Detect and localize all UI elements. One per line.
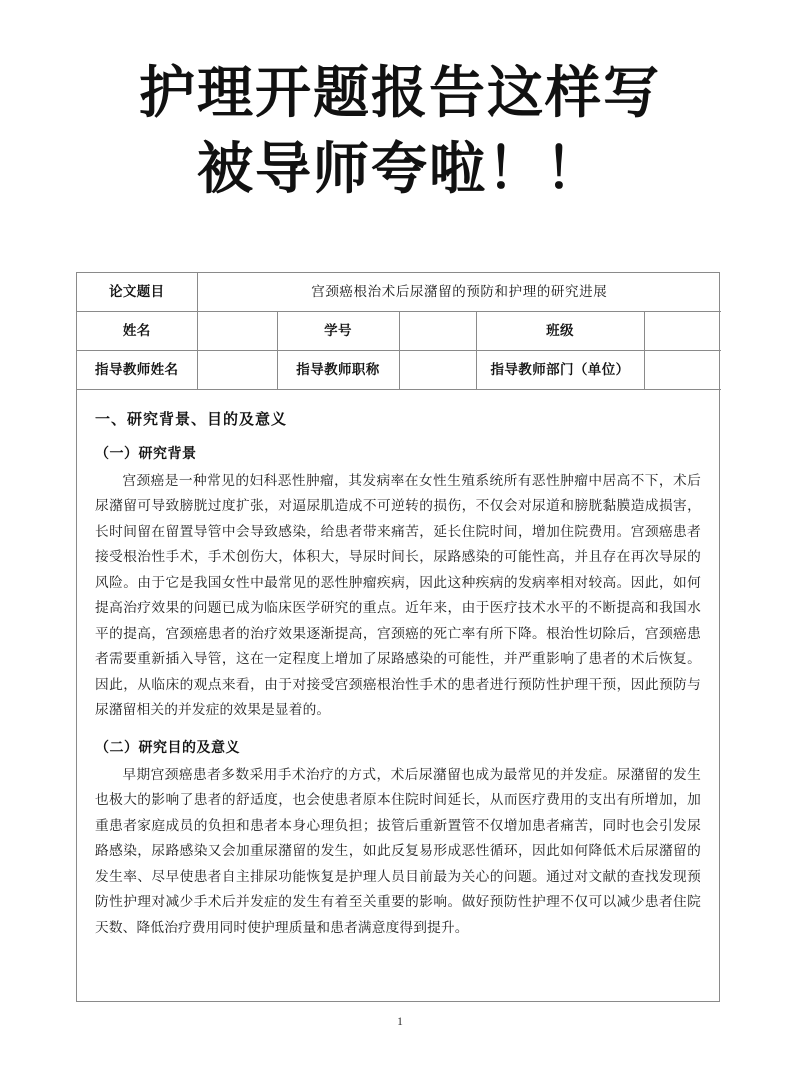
cell-label-thesis-title: 论文题目: [77, 273, 197, 312]
table-row-advisor: [77, 351, 721, 390]
cell-label-name: 姓名: [77, 312, 197, 351]
headline-banner: [0, 0, 800, 208]
cell-value-class[interactable]: [644, 312, 721, 351]
cell-label-class: 班级: [476, 312, 644, 351]
cell-value-advisor-title[interactable]: [399, 351, 476, 390]
table-row-title: [77, 273, 721, 312]
document-frame: [76, 272, 720, 1002]
cell-value-advisor-name[interactable]: [197, 351, 277, 390]
subsection-heading-research-purpose: （二）研究目的及意义: [95, 740, 240, 756]
section-heading-1: 一、研究背景、目的及意义: [95, 412, 288, 428]
cell-label-advisor-title: 指导教师职称: [277, 351, 399, 390]
cell-value-student-id[interactable]: [399, 312, 476, 351]
headline-line-2: 被导师夸啦！！: [197, 138, 603, 201]
thesis-info-table: [77, 273, 721, 390]
table-row-student: [77, 312, 721, 351]
cell-value-advisor-department[interactable]: [644, 351, 721, 390]
subsection-heading-research-background: （一）研究背景: [95, 447, 197, 462]
paragraph-research-background: 宫颈癌是一种常见的妇科恶性肿瘤，其发病率在女性生殖系统所有恶性肿瘤中居高不下，术后尿潴留可导致膀胱过度扩张，对逼尿肌造成不可逆转的损伤，不仅会对尿道和膀胱黏膜造成损害，长时间留在留置导管中会导致感染，给患者带来痛苦，延长住院时间，增加住院费用。宫颈癌患者接受根治性手术，手术创伤大，体积大，导尿时间长，尿路感染的可能性高，并且存在再次导尿的风险。由于它是我国女性中最常见的恶性肿瘤疾病，因此这种疾病的发病率相对较高。因此，如何提高治疗效果的问题已成为临床医学研究的重点。近年来，由于医疗技术水平的不断提高和我国水平的提高，宫颈癌患者的治疗效果逐渐提高，宫颈癌的死亡率有所下降。根治性切除后，宫颈癌患者需要重新插入导管，这在一定程度上增加了尿路感染的可能性，并严重影响了患者的术后恢复。因此，从临床的观点来看，由于对接受宫颈癌根治性手术的患者进行预防性护理干预，因此预防与尿潴留相关的并发症的效果是显着的。: [95, 473, 701, 718]
cell-label-advisor-name: 指导教师姓名: [77, 351, 197, 390]
page-number: 1: [397, 1016, 403, 1028]
cell-value-name[interactable]: [197, 312, 277, 351]
cell-label-advisor-department: 指导教师部门（单位）: [476, 351, 644, 390]
paragraph-research-purpose: 早期宫颈癌患者多数采用手术治疗的方式，术后尿潴留也成为最常见的并发症。尿潴留的发生也极大的影响了患者的舒适度，也会使患者原本住院时间延长，从而医疗费用的支出有所增加，加重患者家庭成员的负担和患者本身心理负担；拔管后重新置管不仅增加患者痛苦，同时也会引发尿路感染，尿路感染又会加重尿潴留的发生，如此反复易形成恶性循环，因此如何降低术后尿潴留的发生率、尽早使患者自主排尿功能恢复是护理人员目前最为关心的问题。通过对文献的查找发现预防性护理对减少手术后并发症的发生有着至关重要的影响。做好预防性护理不仅可以减少患者住院天数、降低治疗费用同时使护理质量和患者满意度得到提升。: [95, 766, 701, 935]
cell-value-thesis-title[interactable]: 宫颈癌根治术后尿潴留的预防和护理的研究进展: [197, 273, 721, 312]
cell-label-student-id: 学号: [277, 312, 399, 351]
document-body: [77, 390, 719, 940]
headline-line-1: 护理开题报告这样写: [139, 63, 661, 125]
